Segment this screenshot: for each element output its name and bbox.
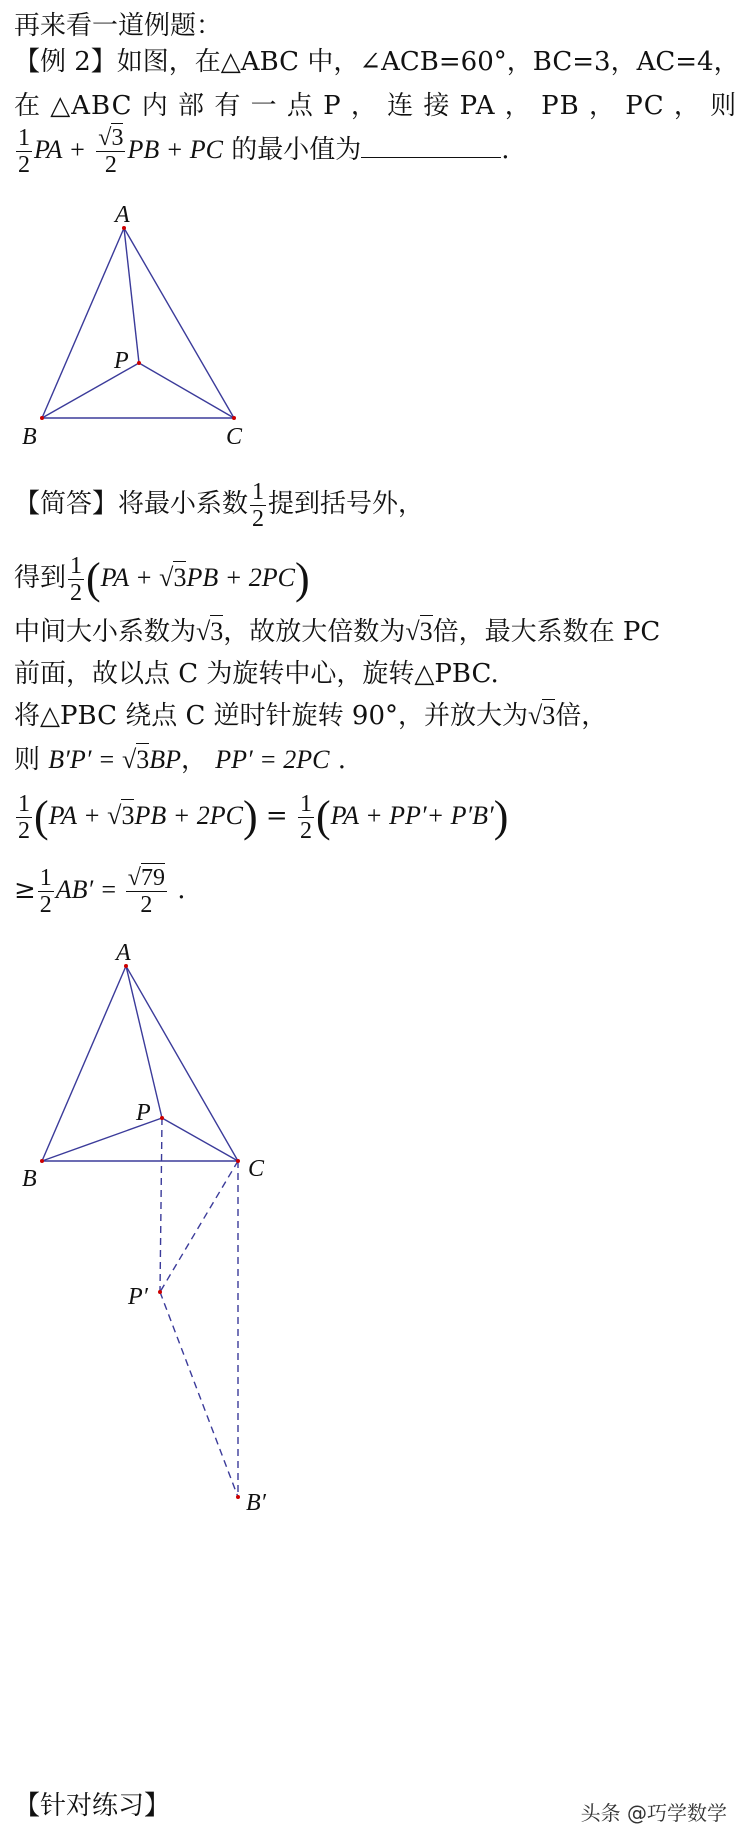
fraction: $\frac{1}{2}$ xyxy=(39,864,52,918)
label-C: C xyxy=(226,424,243,450)
point-C xyxy=(236,1159,240,1163)
fraction: $\frac{√79}{2}$ xyxy=(127,864,165,918)
problem-line-2: 在 △ABC 内 部 有 一 点 P ， 连 接 PA ， PB ， PC ， 则 xyxy=(14,91,738,121)
point-B xyxy=(40,416,44,420)
label-B: B xyxy=(22,424,37,450)
label-A: A xyxy=(115,202,130,228)
solution-line-2: 得到 $\frac{1}{2}$ (PA + √3PB + 2PC) xyxy=(14,552,310,606)
segment-PC xyxy=(139,363,234,418)
segment-AC xyxy=(126,966,238,1161)
solution-line-6: 则 B′P′ = √3BP， PP′ = 2PC . xyxy=(14,745,347,775)
watermark: 头条 @巧学数学 xyxy=(580,1801,727,1825)
answer-blank xyxy=(361,135,501,158)
solution-line-8: ≥ $\frac{1}{2}$ AB′ = $\frac{√79}{2}$ . xyxy=(14,864,186,918)
label-P: P xyxy=(114,348,129,374)
segment-PP-prime xyxy=(160,1118,162,1292)
point-P xyxy=(160,1116,164,1120)
label-P: P xyxy=(136,1100,151,1126)
point-B xyxy=(40,1159,44,1163)
point-P-prime xyxy=(158,1290,162,1294)
segment-PA xyxy=(126,966,162,1118)
figure-1-triangle xyxy=(0,200,300,460)
segment-CP-prime xyxy=(160,1161,238,1292)
solution-line-5: 将△PBC 绕点 C 逆时针旋转 90°，并放大为√3倍， xyxy=(14,701,608,731)
label-B-prime: B′ xyxy=(246,1490,266,1516)
solution-line-4: 前面，故以点 C 为旋转中心，旋转△PBC. xyxy=(14,659,499,689)
solution-line-3: 中间大小系数为√3，故放大倍数为√3倍，最大系数在 PC xyxy=(14,617,661,647)
problem-expression: $\frac{1}{2}$ PA + $\frac{√3}{2}$ PB + PC 的最小值为 . xyxy=(18,124,510,178)
point-P xyxy=(137,361,141,365)
fraction: $\frac{1}{2}$ xyxy=(70,552,83,606)
segment-PC xyxy=(162,1118,238,1161)
fraction: $\frac{1}{2}$ xyxy=(18,790,30,844)
solution-line-7: $\frac{1}{2}$ (PA + √3PB + 2PC) = $\frac{1}{2}$ (PA + PP′+ P′B′) xyxy=(18,790,509,844)
point-C xyxy=(232,416,236,420)
label-C: C xyxy=(248,1156,265,1182)
solution-line-1: 【简答】将最小系数 $\frac{1}{2}$ 提到括号外， xyxy=(14,478,425,532)
fraction: $\frac{1}{2}$ xyxy=(299,790,312,844)
problem-line-1: 【例 2】如图，在△ABC 中，∠ACB=60°，BC=3，AC=4， xyxy=(14,47,740,77)
segment-AB xyxy=(42,966,126,1161)
fraction: $\frac{√3}{2}$ xyxy=(98,124,124,178)
segment-AB xyxy=(42,228,124,418)
practice-heading: 【针对练习】 xyxy=(14,1791,171,1821)
figure-2-rotation xyxy=(0,940,330,1600)
label-P-prime: P′ xyxy=(128,1284,148,1310)
intro-text: 再来看一道例题： xyxy=(14,11,223,41)
segment-P-prime-B-prime xyxy=(160,1292,238,1497)
segment-AC xyxy=(124,228,234,418)
point-B-prime xyxy=(236,1495,240,1499)
segment-PA xyxy=(124,228,139,363)
label-B: B xyxy=(22,1166,37,1192)
fraction: $\frac{1}{2}$ xyxy=(252,478,265,532)
label-A: A xyxy=(116,940,131,966)
fraction: $\frac{1}{2}$ xyxy=(18,124,30,178)
